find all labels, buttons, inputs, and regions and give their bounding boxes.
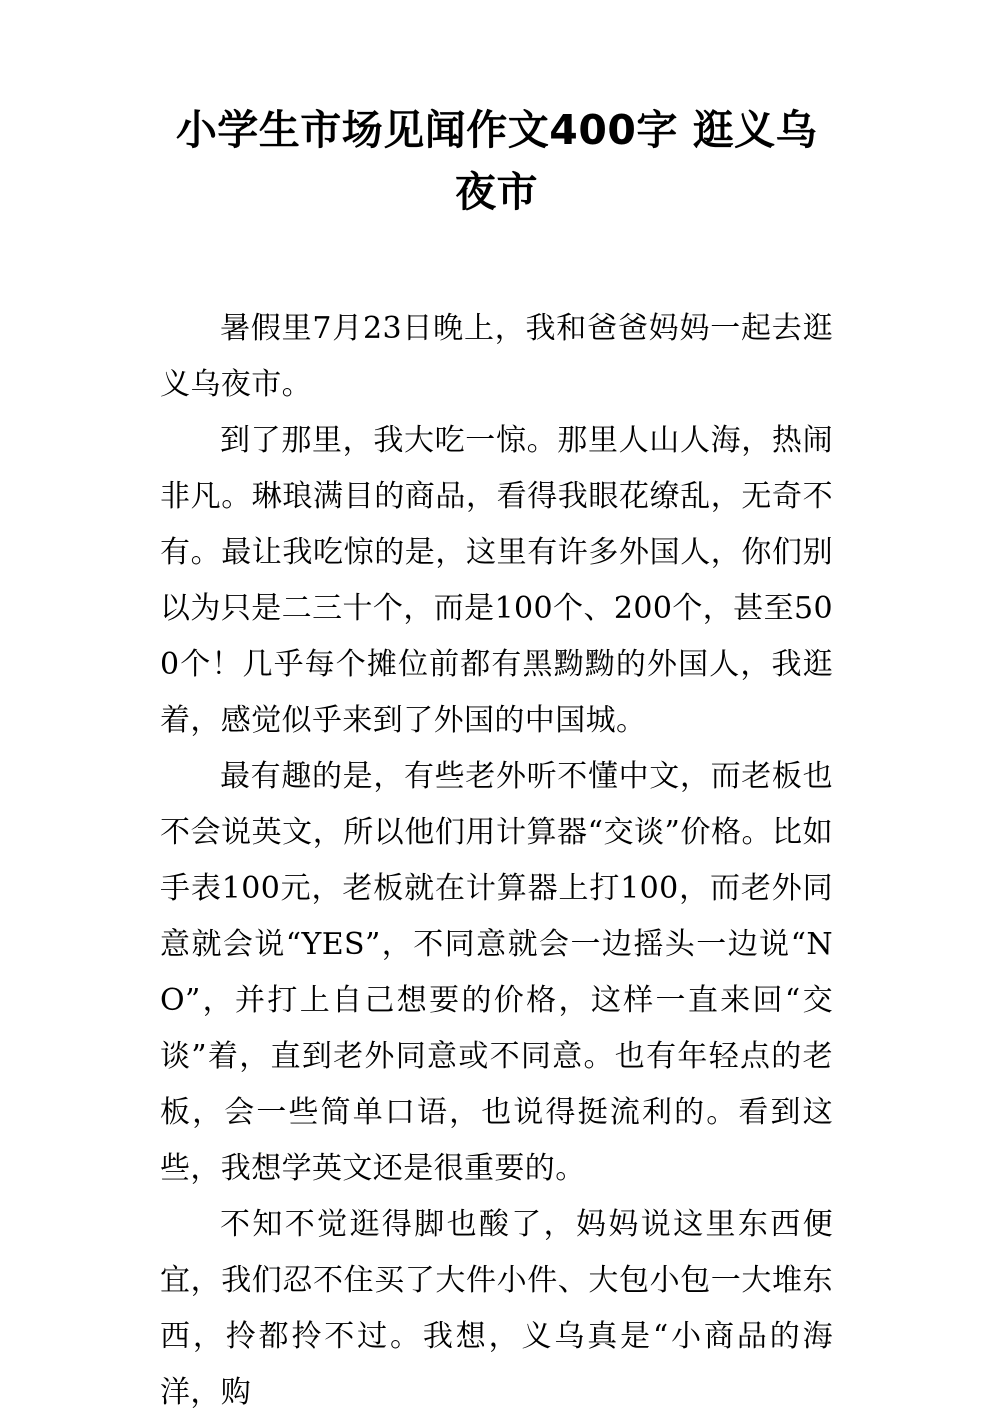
- paragraph-2: 到了那里，我大吃一惊。那里人山人海，热闹非凡。琳琅满目的商品，看得我眼花缭乱，无奇不有。最让我吃惊的是，这里有许多外国人，你们别以为只是二三十个，而是100个、200个，甚至500个！几乎每个摊位前都有黑黝黝的外国人，我逛着，感觉似乎来到了外国的中国城。: [160, 423, 833, 738]
- page-title: 小学生市场见闻作文400字 逛义乌夜市: [175, 106, 818, 216]
- paragraph-3: 最有趣的是，有些老外听不懂中文，而老板也不会说英文，所以他们用计算器“交谈”价格。比如手表100元，老板就在计算器上打100，而老外同意就会说“YES”，不同意就会一边摇头一边说“NO”，并打上自己想要的价格，这样一直来回“交谈”着，直到老外同意或不同意。也有年轻点的老板，会一些简单口语，也说得挺流利的。看到这些，我想学英文还是很重要的。: [160, 759, 833, 1186]
- paragraph-1: 暑假里7月23日晚上，我和爸爸妈妈一起去逛义乌夜市。: [160, 311, 833, 402]
- paragraph-4: 不知不觉逛得脚也酸了，妈妈说这里东西便宜，我们忍不住买了大件小件、大包小包一大堆东西，拎都拎不过。我想，义乌真是“小商品的海洋，购: [160, 1207, 833, 1410]
- document-body: [160, 301, 833, 1421]
